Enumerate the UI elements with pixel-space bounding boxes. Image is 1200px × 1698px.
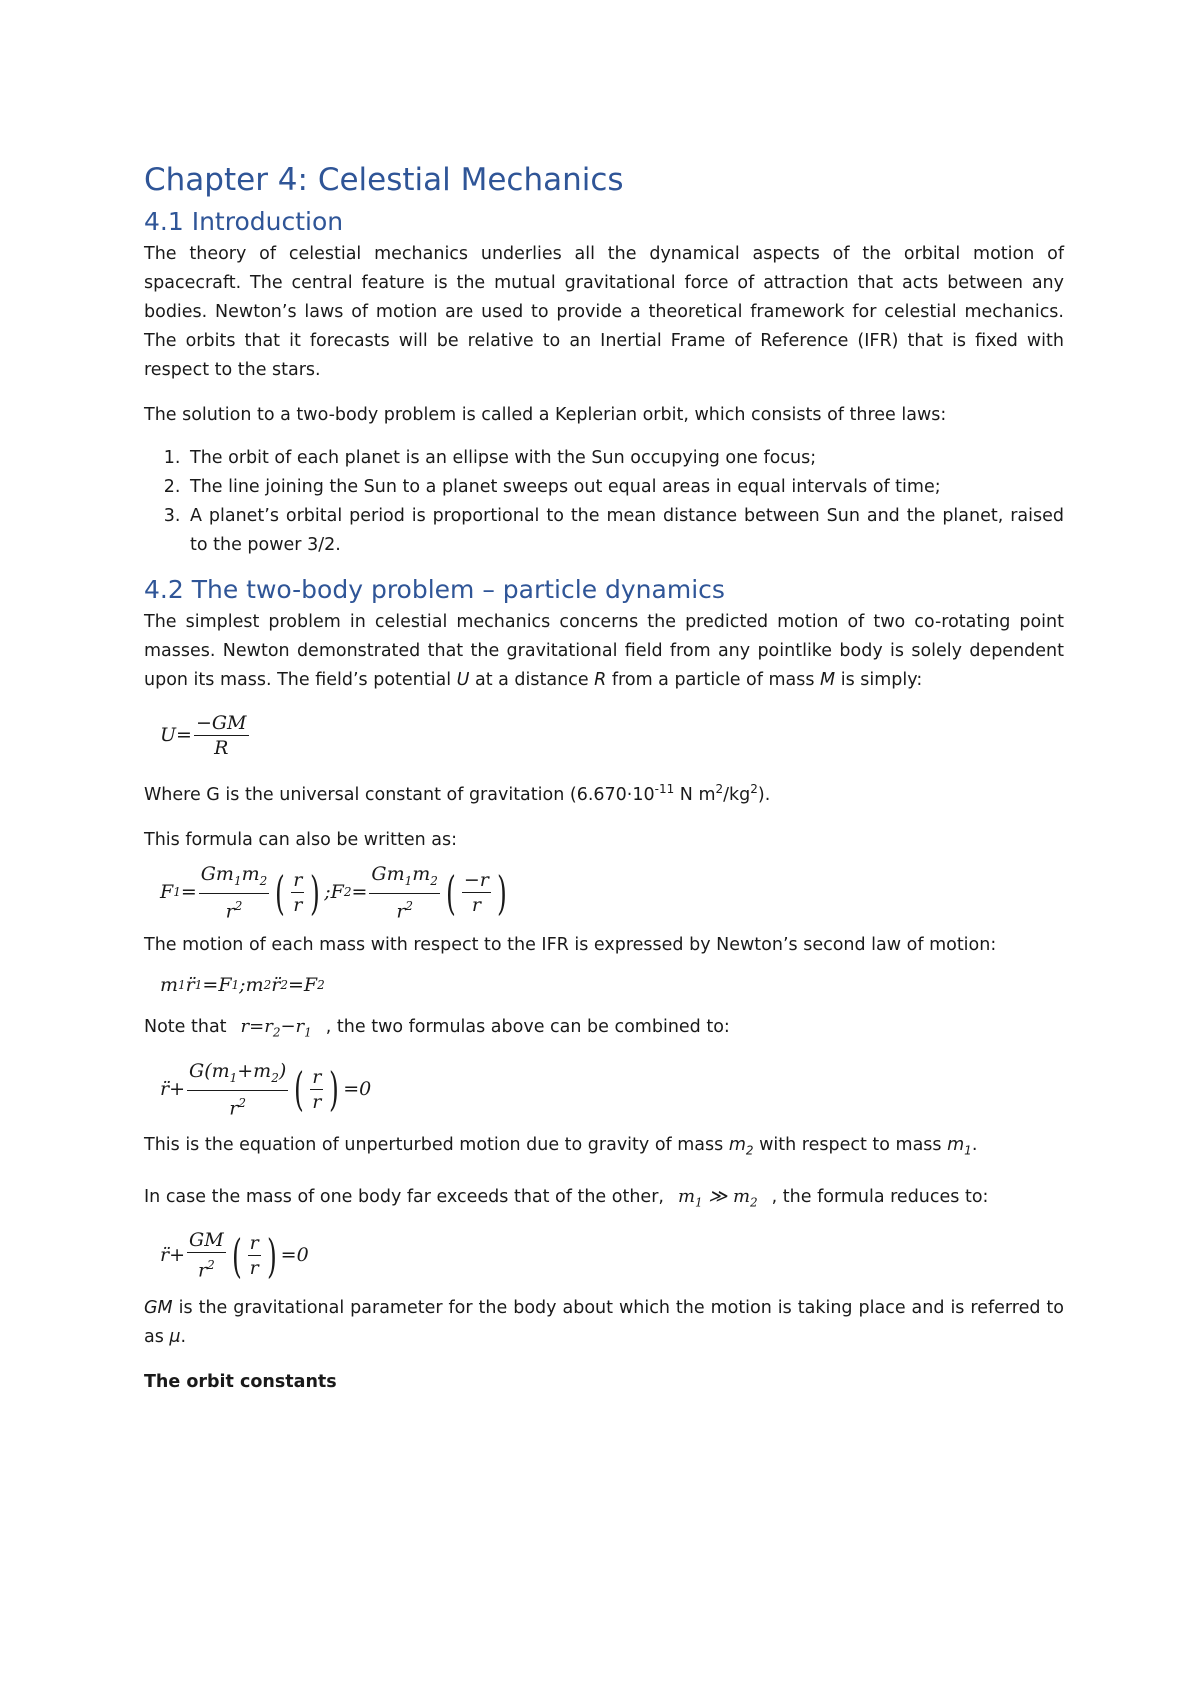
document-page bbox=[144, 160, 1064, 1397]
unperturbed-motion-text: This is the equation of unperturbed motion due to gravity of mass $m_2$ with respect to mass $m_1$. bbox=[144, 1135, 978, 1158]
chapter-title: Chapter 4: Celestial Mechanics bbox=[144, 162, 624, 198]
intro-paragraph: The theory of celestial mechanics underlies all the dynamical aspects of the orbital motion of spacecraft. The central feature is the mutual gravitational force of attraction that acts between any bodies. Newton’s laws of motion are used to provide a theoretical framework for celestial mechanics. The orbits that it forecasts will be relative to an Inertial Frame of Reference (IFR) that is fixed with respect to the stars. bbox=[144, 244, 1064, 380]
motion-equation: m 1 r̈ 1 =F 1 ; m 2 r̈ 2 =F 2 bbox=[160, 974, 325, 997]
kepler-laws-list bbox=[144, 444, 1064, 560]
combined-equation: r̈+ $\frac{G(m_1+m_2)}{r^2}$ ( $\frac{r}{r}$ ) =0 bbox=[160, 1059, 372, 1119]
reduced-equation: r̈+ $\frac{GM}{r^2}$ ( $\frac{r}{r}$ ) =0 bbox=[160, 1228, 309, 1283]
two-body-paragraph: The simplest problem in celestial mechanics concerns the predicted motion of two co-rotating point masses. Newton demonstrated that the gravitational field from any pointlike body is solely dependent upon its mass. The field’s potential U at a distance R from a particle of mass M is simply: bbox=[144, 612, 1064, 690]
newton-second-law-text: The motion of each mass with respect to the IFR is expressed by Newton’s second law of motion: bbox=[144, 934, 997, 955]
list-item: 1. The orbit of each planet is an ellipse with the Sun occupying one focus; bbox=[186, 444, 1064, 473]
orbit-constants-heading: The orbit constants bbox=[144, 1371, 337, 1392]
written-as-text: This formula can also be written as: bbox=[144, 829, 458, 850]
mass-exceeds-text: In case the mass of one body far exceeds that of the other, $m_1$ ≫ $m_2$ , the formula reduces to: bbox=[144, 1185, 989, 1210]
kepler-intro-paragraph: The solution to a two-body problem is called a Keplerian orbit, which consists of three laws: bbox=[144, 405, 947, 425]
list-item: 2. The line joining the Sun to a planet sweeps out equal areas in equal intervals of time; bbox=[186, 473, 1064, 502]
section-heading-two-body: 4.2 The two-body problem – particle dynamics bbox=[144, 575, 725, 604]
gravitational-parameter-text: GM is the gravitational parameter for the body about which the motion is taking place and is referred to as μ. bbox=[144, 1297, 1064, 1347]
note-that-text: Note that $r=r_2-r_1$ , the two formulas above can be combined to: bbox=[144, 1015, 730, 1040]
list-item: 3. A planet’s orbital period is proportional to the mean distance between Sun and the planet, raised to the power 3/2. bbox=[186, 502, 1064, 560]
potential-equation: U= $\frac{-GM}{R}$ bbox=[160, 711, 247, 759]
force-equation: F 1 = $\frac{Gm_1m_2}{r^2}$ ( $\frac{r}{r}$ ) ; F 2 = $\frac{Gm_1m_2}{r^2}$ ( $\frac{-r}{r}$ ) bbox=[160, 863, 507, 923]
section-heading-introduction: 4.1 Introduction bbox=[144, 207, 344, 236]
gravitation-constant-text: Where G is the universal constant of gravitation ($6.670\cdot 10^{-11}$ N $m^2/kg^2$). bbox=[144, 782, 771, 805]
